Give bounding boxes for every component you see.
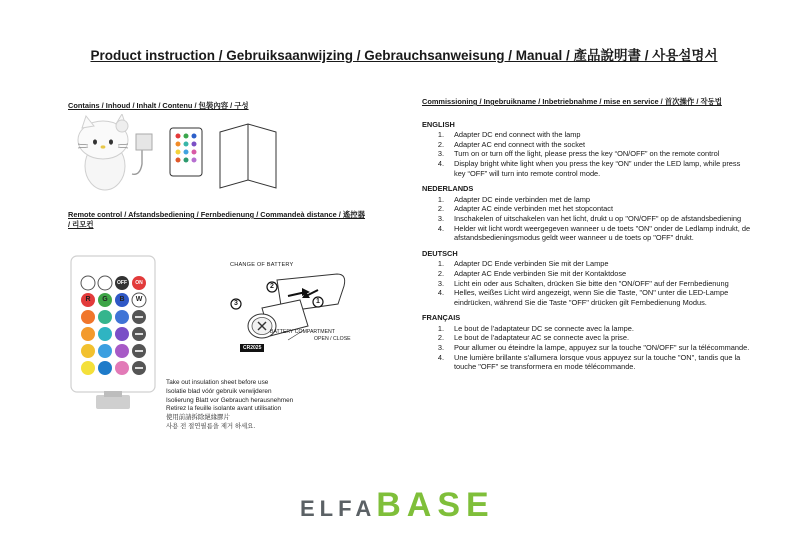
german-steps: [422, 259, 752, 307]
insulation-line: Take out insulation sheet before use: [166, 379, 269, 386]
remote-button-b: B: [119, 296, 125, 303]
dutch-steps: [422, 195, 752, 243]
battery-change-label: CHANGE OF BATTERY: [230, 262, 294, 268]
battery-change-illustration: [222, 260, 362, 358]
language-heading-french: FRANÇAIS: [422, 313, 461, 323]
remote-button-r: R: [85, 296, 91, 303]
insulation-line: 사용 전 절연필름을 제거 하세요.: [166, 422, 256, 430]
list-item: 3. Turn on or turn off the light, please press the key “ON/OFF” on the remote control: [437, 149, 720, 159]
remote-heading: Remote control / Afstandsbediening / Fernbedienung / Commandeà distance / 遙控器 / 리모컨: [68, 210, 366, 229]
contains-heading: Contains / Inhoud / Inhalt / Contenu / 包裝內容 / 구성: [68, 101, 249, 110]
list-item: 3. Inschakelen of uitschakelen van het licht, drukt u op "ON/OFF" op de afstandsbediening: [437, 213, 742, 223]
remote-button-on: ON: [135, 279, 143, 286]
list-item: 1. Adapter DC einde verbinden met de lamp: [437, 194, 590, 204]
adapter-image: [132, 134, 152, 174]
remote-button-w: W: [135, 296, 143, 303]
contents-illustration: [70, 114, 290, 196]
list-item: 3. Pour allumer ou éteindre la lampe, appuyez sur la touche "ON/OFF" sur la télécommande.: [437, 343, 750, 353]
insulation-line: Isolierung Blatt vor Gebrauch herausnehmen: [166, 396, 294, 404]
list-item: 2. Adapter AC end connect with the socket: [437, 139, 586, 149]
page-title: Product instruction / Gebruiksaanwijzing / Gebrauchsanweisung / Manual / 產品說明書 / 사용설명서: [90, 48, 718, 63]
english-steps: [422, 130, 752, 178]
battery-step-2-label: 2: [270, 283, 274, 290]
insulation-line: 使用前請拆除絕緣膠片: [166, 414, 230, 422]
brand-logo: [300, 486, 495, 525]
list-item: 3. Licht ein oder aus Schalten, drücken Sie bitte den "ON/OFF" auf der Fernbedienung: [437, 278, 729, 288]
insulation-notice: [166, 379, 293, 432]
battery-compartment-label: BATTERY COMPARTMENT: [270, 329, 335, 335]
list-item: 4. Helles, weißes Licht wird angezeigt, wenn Sie die Taste, "ON" unter die LED-Lampe eindrücken, während Sie die Taste "OFF" drücken gilt Fernbedienung Modus.: [437, 288, 729, 307]
commissioning-section: [422, 97, 752, 372]
kitty-lamp-image: [78, 114, 128, 190]
manual-book-image: [220, 124, 276, 188]
list-item: 1. Adapter DC end connect with the lamp: [437, 130, 581, 140]
list-item: 4. Display bright white light when you press the key “ON” under the LED lamp, while press key “OFF” will turn into remote control mode.: [437, 158, 741, 178]
insulation-line: Retirez la feuille isolante avant utilisation: [166, 405, 282, 413]
list-item: 4. Helder wit licht wordt weergegeven wanneer u de toets "ON" onder de Ledlamp indrukt, de afstandsbedieningsmodus geldt weer wanneer u de toets op "OFF" drukt.: [437, 223, 751, 243]
logo-text-base: BASE: [376, 486, 495, 524]
list-item: 2. Adapter AC einde verbinden met het stopcontact: [437, 204, 613, 214]
french-steps: [422, 324, 752, 372]
remote-button-off: OFF: [117, 279, 127, 286]
list-item: 4. Une lumière brillante s’allumera lorsque vous appuyez sur la touche "ON", tandis que la touche "OFF" se transformera en mode télécommande.: [437, 352, 741, 372]
remote-button-g: G: [102, 296, 108, 303]
remote-small-image: [170, 128, 202, 176]
list-item: 2. Adapter AC Ende verbinden Sie mit der Kontaktdose: [437, 268, 627, 278]
language-heading-dutch: NEDERLANDS: [422, 184, 474, 194]
logo-text-elfa: ELFA: [300, 496, 377, 521]
battery-step-3-label: 3: [234, 300, 238, 307]
list-item: 1. Adapter DC Ende verbinden Sie mit der Lampe: [437, 259, 609, 269]
language-heading-english: ENGLISH: [422, 119, 455, 129]
battery-open-close-label: OPEN / CLOSE: [314, 336, 351, 342]
battery-step-1-label: 1: [316, 298, 320, 305]
commissioning-heading: Commissioning / Ingebruikname / Inbetriebnahme / mise en service / 首次操作 / 작동법: [422, 97, 722, 106]
battery-type-badge: CR2025: [240, 344, 264, 352]
insulation-line: Isolatie blad vóór gebruik verwijderen: [166, 387, 272, 395]
list-item: 2. Le bout de l’adaptateur AC se connecte avec la prise.: [437, 333, 630, 343]
list-item: 1. Le bout de l’adaptateur DC se connecte avec la lampe.: [437, 323, 634, 333]
remote-control-illustration: [70, 255, 156, 415]
language-heading-german: DEUTSCH: [422, 248, 458, 258]
